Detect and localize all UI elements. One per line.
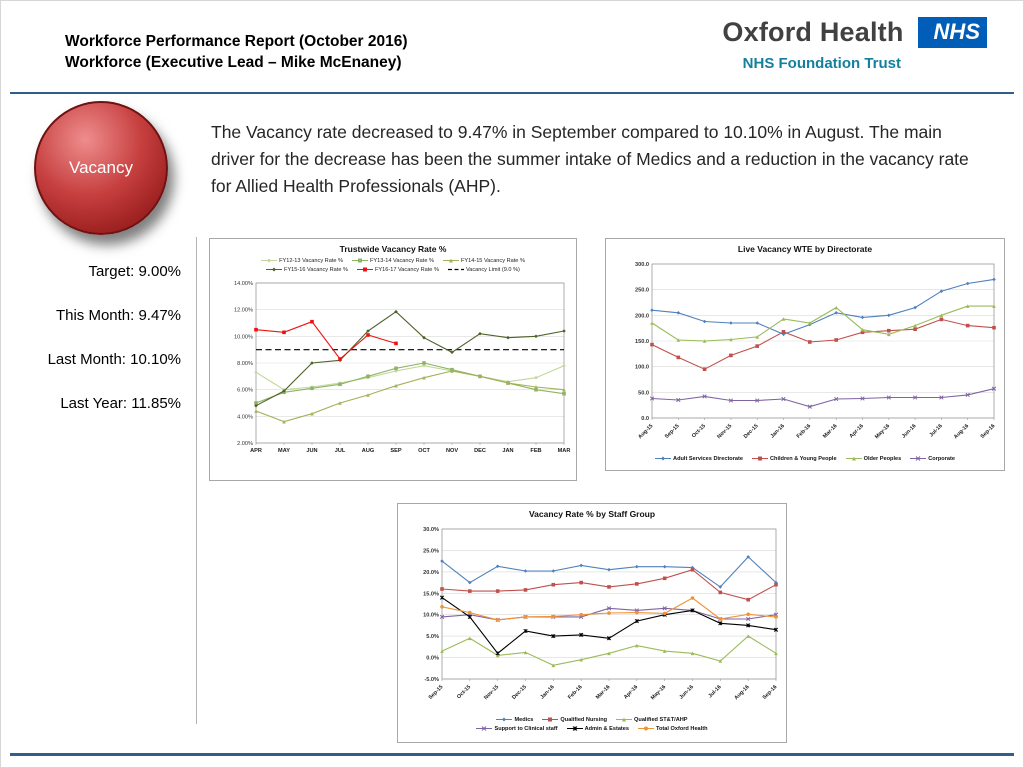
legend-label: Vacancy Limit (9.0 %)	[465, 266, 520, 273]
svg-text:JUL: JUL	[334, 448, 346, 454]
svg-text:50.0: 50.0	[638, 390, 649, 397]
svg-text:Aug-16: Aug-16	[733, 684, 751, 702]
svg-text:MAR: MAR	[557, 448, 571, 454]
legend-marker-icon	[443, 257, 459, 264]
legend-marker-icon	[655, 455, 671, 462]
svg-text:10.00%: 10.00%	[234, 334, 253, 341]
svg-text:Dec-15: Dec-15	[511, 684, 528, 701]
logo-trust-line: NHS Foundation Trust	[742, 55, 901, 72]
svg-text:May-16: May-16	[649, 684, 668, 702]
chart-title: Trustwide Vacancy Rate %	[339, 244, 447, 254]
legend-item	[655, 455, 743, 462]
legend-label: FY16-17 Vacancy Rate %	[374, 266, 439, 273]
svg-text:FEB: FEB	[530, 448, 542, 454]
legend-label: Medics	[514, 716, 534, 723]
svg-text:May-16: May-16	[874, 423, 892, 441]
svg-text:100.0: 100.0	[635, 364, 649, 371]
svg-text:Sep-15: Sep-15	[663, 423, 681, 440]
legend-marker-icon	[616, 716, 632, 723]
svg-text:0.0%: 0.0%	[426, 655, 439, 662]
svg-text:Nov-15: Nov-15	[716, 423, 734, 441]
chart-plot	[606, 256, 1004, 454]
svg-text:10.0%: 10.0%	[423, 612, 439, 619]
svg-text:Dec-15: Dec-15	[742, 423, 760, 440]
legend-marker-icon	[496, 716, 512, 723]
report-title: Workforce Performance Report (October 2016)	[65, 33, 408, 50]
svg-text:-5.0%: -5.0%	[424, 677, 439, 683]
legend-label: Qualified ST&T/AHP	[634, 716, 688, 723]
legend-label: FY14-15 Vacancy Rate %	[460, 257, 525, 264]
chart-plot	[210, 275, 576, 471]
legend-marker-icon	[638, 725, 654, 732]
legend-item	[846, 455, 902, 462]
svg-text:200.0: 200.0	[635, 313, 649, 320]
svg-text:Sep-15: Sep-15	[427, 684, 445, 701]
svg-text:Apr-16: Apr-16	[848, 423, 865, 440]
legend-item	[352, 257, 434, 264]
chart-legend	[655, 455, 955, 462]
legend-marker-icon	[567, 725, 583, 732]
svg-text:Aug-15: Aug-15	[637, 423, 655, 441]
svg-text:SEP: SEP	[390, 448, 402, 454]
live-vacancy-wte-chart	[605, 238, 1005, 471]
vacancy-badge: Vacancy	[34, 101, 168, 235]
legend-row	[496, 716, 687, 723]
svg-text:4.00%: 4.00%	[237, 414, 253, 421]
vertical-divider	[196, 237, 197, 724]
svg-text:6.00%: 6.00%	[237, 387, 253, 394]
bottom-divider	[10, 753, 1014, 756]
svg-text:DEC: DEC	[474, 448, 486, 454]
legend-marker-icon	[266, 266, 282, 273]
legend-label: Children & Young People	[769, 455, 837, 462]
legend-item	[910, 455, 955, 462]
legend-item	[752, 455, 837, 462]
legend-marker-icon	[352, 257, 368, 264]
svg-text:Jul-16: Jul-16	[928, 423, 944, 439]
svg-text:8.00%: 8.00%	[237, 361, 253, 367]
svg-text:Aug-16: Aug-16	[952, 423, 971, 441]
report-title-block	[65, 31, 408, 73]
svg-text:JUN: JUN	[306, 448, 318, 454]
legend-label: Corporate	[928, 455, 955, 462]
svg-text:15.0%: 15.0%	[423, 591, 439, 598]
stats-block	[19, 263, 181, 439]
svg-text:JAN: JAN	[502, 448, 514, 454]
legend-label: Adult Services Directorate	[673, 455, 743, 462]
svg-text:14.00%: 14.00%	[234, 281, 253, 287]
svg-text:5.0%: 5.0%	[426, 634, 439, 641]
legend-marker-icon	[542, 716, 558, 723]
oxford-health-logo	[722, 17, 987, 72]
report-subtitle: Workforce (Executive Lead – Mike McEnaney)	[65, 54, 402, 71]
svg-text:12.00%: 12.00%	[234, 307, 253, 314]
legend-marker-icon	[448, 266, 464, 273]
legend-label: Admin & Estates	[584, 725, 630, 732]
legend-marker-icon	[476, 725, 492, 732]
stat-last-year: Last Year: 11.85%	[60, 395, 181, 412]
legend-item	[567, 725, 629, 732]
svg-text:Jan-16: Jan-16	[539, 684, 556, 701]
chart-title: Vacancy Rate % by Staff Group	[528, 509, 656, 519]
svg-text:Feb-16: Feb-16	[567, 684, 584, 701]
svg-text:Jun-16: Jun-16	[900, 423, 918, 440]
legend-item	[496, 716, 533, 723]
legend-marker-icon	[261, 257, 277, 264]
svg-text:MAY: MAY	[278, 448, 290, 454]
legend-item	[443, 257, 525, 264]
svg-text:30.0%: 30.0%	[423, 527, 439, 533]
legend-item	[261, 257, 343, 264]
logo-org-name: Oxford Health	[722, 17, 904, 47]
svg-text:150.0: 150.0	[635, 339, 649, 345]
legend-marker-icon	[752, 455, 768, 462]
legend-row	[266, 266, 520, 273]
legend-item	[476, 725, 557, 732]
svg-text:2.00%: 2.00%	[237, 441, 253, 447]
stat-last-month: Last Month: 10.10%	[47, 351, 181, 368]
svg-text:Jan-16: Jan-16	[769, 423, 786, 440]
stat-this-month: This Month: 9.47%	[55, 307, 181, 324]
legend-item	[266, 266, 348, 273]
staffgroup-plot-svg	[398, 521, 786, 715]
legend-label: Qualified Nursing	[560, 716, 608, 723]
legend-label: Total Oxford Health	[656, 725, 708, 732]
svg-text:300.0: 300.0	[635, 262, 649, 268]
legend-label: FY15-16 Vacancy Rate %	[284, 266, 348, 273]
legend-label: FY12-13 Vacancy Rate %	[279, 257, 344, 264]
legend-item	[616, 716, 687, 723]
svg-text:25.0%: 25.0%	[423, 548, 439, 555]
nhs-logo: NHS	[918, 17, 987, 48]
top-divider	[10, 92, 1014, 94]
svg-text:Nov-15: Nov-15	[483, 684, 501, 702]
chart-legend	[261, 257, 525, 273]
legend-label: FY13-14 Vacancy Rate %	[370, 257, 434, 264]
svg-text:Sep-16: Sep-16	[761, 684, 779, 701]
legend-row	[261, 257, 525, 264]
commentary-text: The Vacancy rate decreased to 9.47% in September compared to 10.10% in August. The main driver for the decrease has been the summer intake of Medics and a reduction in the vacancy rate for Allied Health Professionals (AHP).	[211, 122, 969, 196]
legend-marker-icon	[357, 266, 373, 273]
vacancy-rate-staff-group-chart	[397, 503, 787, 743]
svg-text:Feb-16: Feb-16	[795, 423, 813, 440]
svg-text:Oct-15: Oct-15	[690, 423, 708, 440]
chart-title: Live Vacancy WTE by Directorate	[737, 244, 873, 254]
svg-text:AUG: AUG	[361, 448, 375, 454]
trustwide-vacancy-rate-chart	[209, 238, 577, 481]
trustwide-plot-svg	[210, 275, 576, 471]
directorate-plot-svg	[606, 256, 1004, 454]
legend-row	[655, 455, 955, 462]
svg-text:APR: APR	[250, 448, 262, 454]
chart-legend	[476, 716, 707, 732]
svg-text:Jun-16: Jun-16	[678, 684, 695, 701]
svg-text:Sep-16: Sep-16	[979, 423, 997, 440]
svg-text:Apr-16: Apr-16	[622, 684, 640, 701]
legend-label: Support to Clinical staff	[494, 725, 558, 732]
legend-item	[357, 266, 439, 273]
svg-text:Oct-15: Oct-15	[456, 684, 473, 701]
legend-item	[638, 725, 708, 732]
svg-text:Jul-16: Jul-16	[707, 684, 723, 700]
legend-label: Older Peoples	[863, 455, 902, 462]
svg-text:20.0%: 20.0%	[423, 569, 439, 576]
svg-text:0.0: 0.0	[641, 416, 649, 422]
svg-text:Mar-16: Mar-16	[822, 423, 839, 440]
legend-item	[542, 716, 607, 723]
chart-plot	[398, 521, 786, 715]
svg-text:250.0: 250.0	[635, 287, 649, 294]
legend-item	[448, 266, 520, 273]
logo-top-row	[722, 17, 987, 48]
legend-row	[476, 725, 707, 732]
legend-marker-icon	[846, 455, 862, 462]
svg-text:Mar-16: Mar-16	[594, 684, 612, 701]
svg-text:NOV: NOV	[445, 448, 459, 454]
legend-marker-icon	[910, 455, 926, 462]
svg-text:OCT: OCT	[418, 448, 430, 454]
stat-target: Target: 9.00%	[88, 263, 181, 280]
